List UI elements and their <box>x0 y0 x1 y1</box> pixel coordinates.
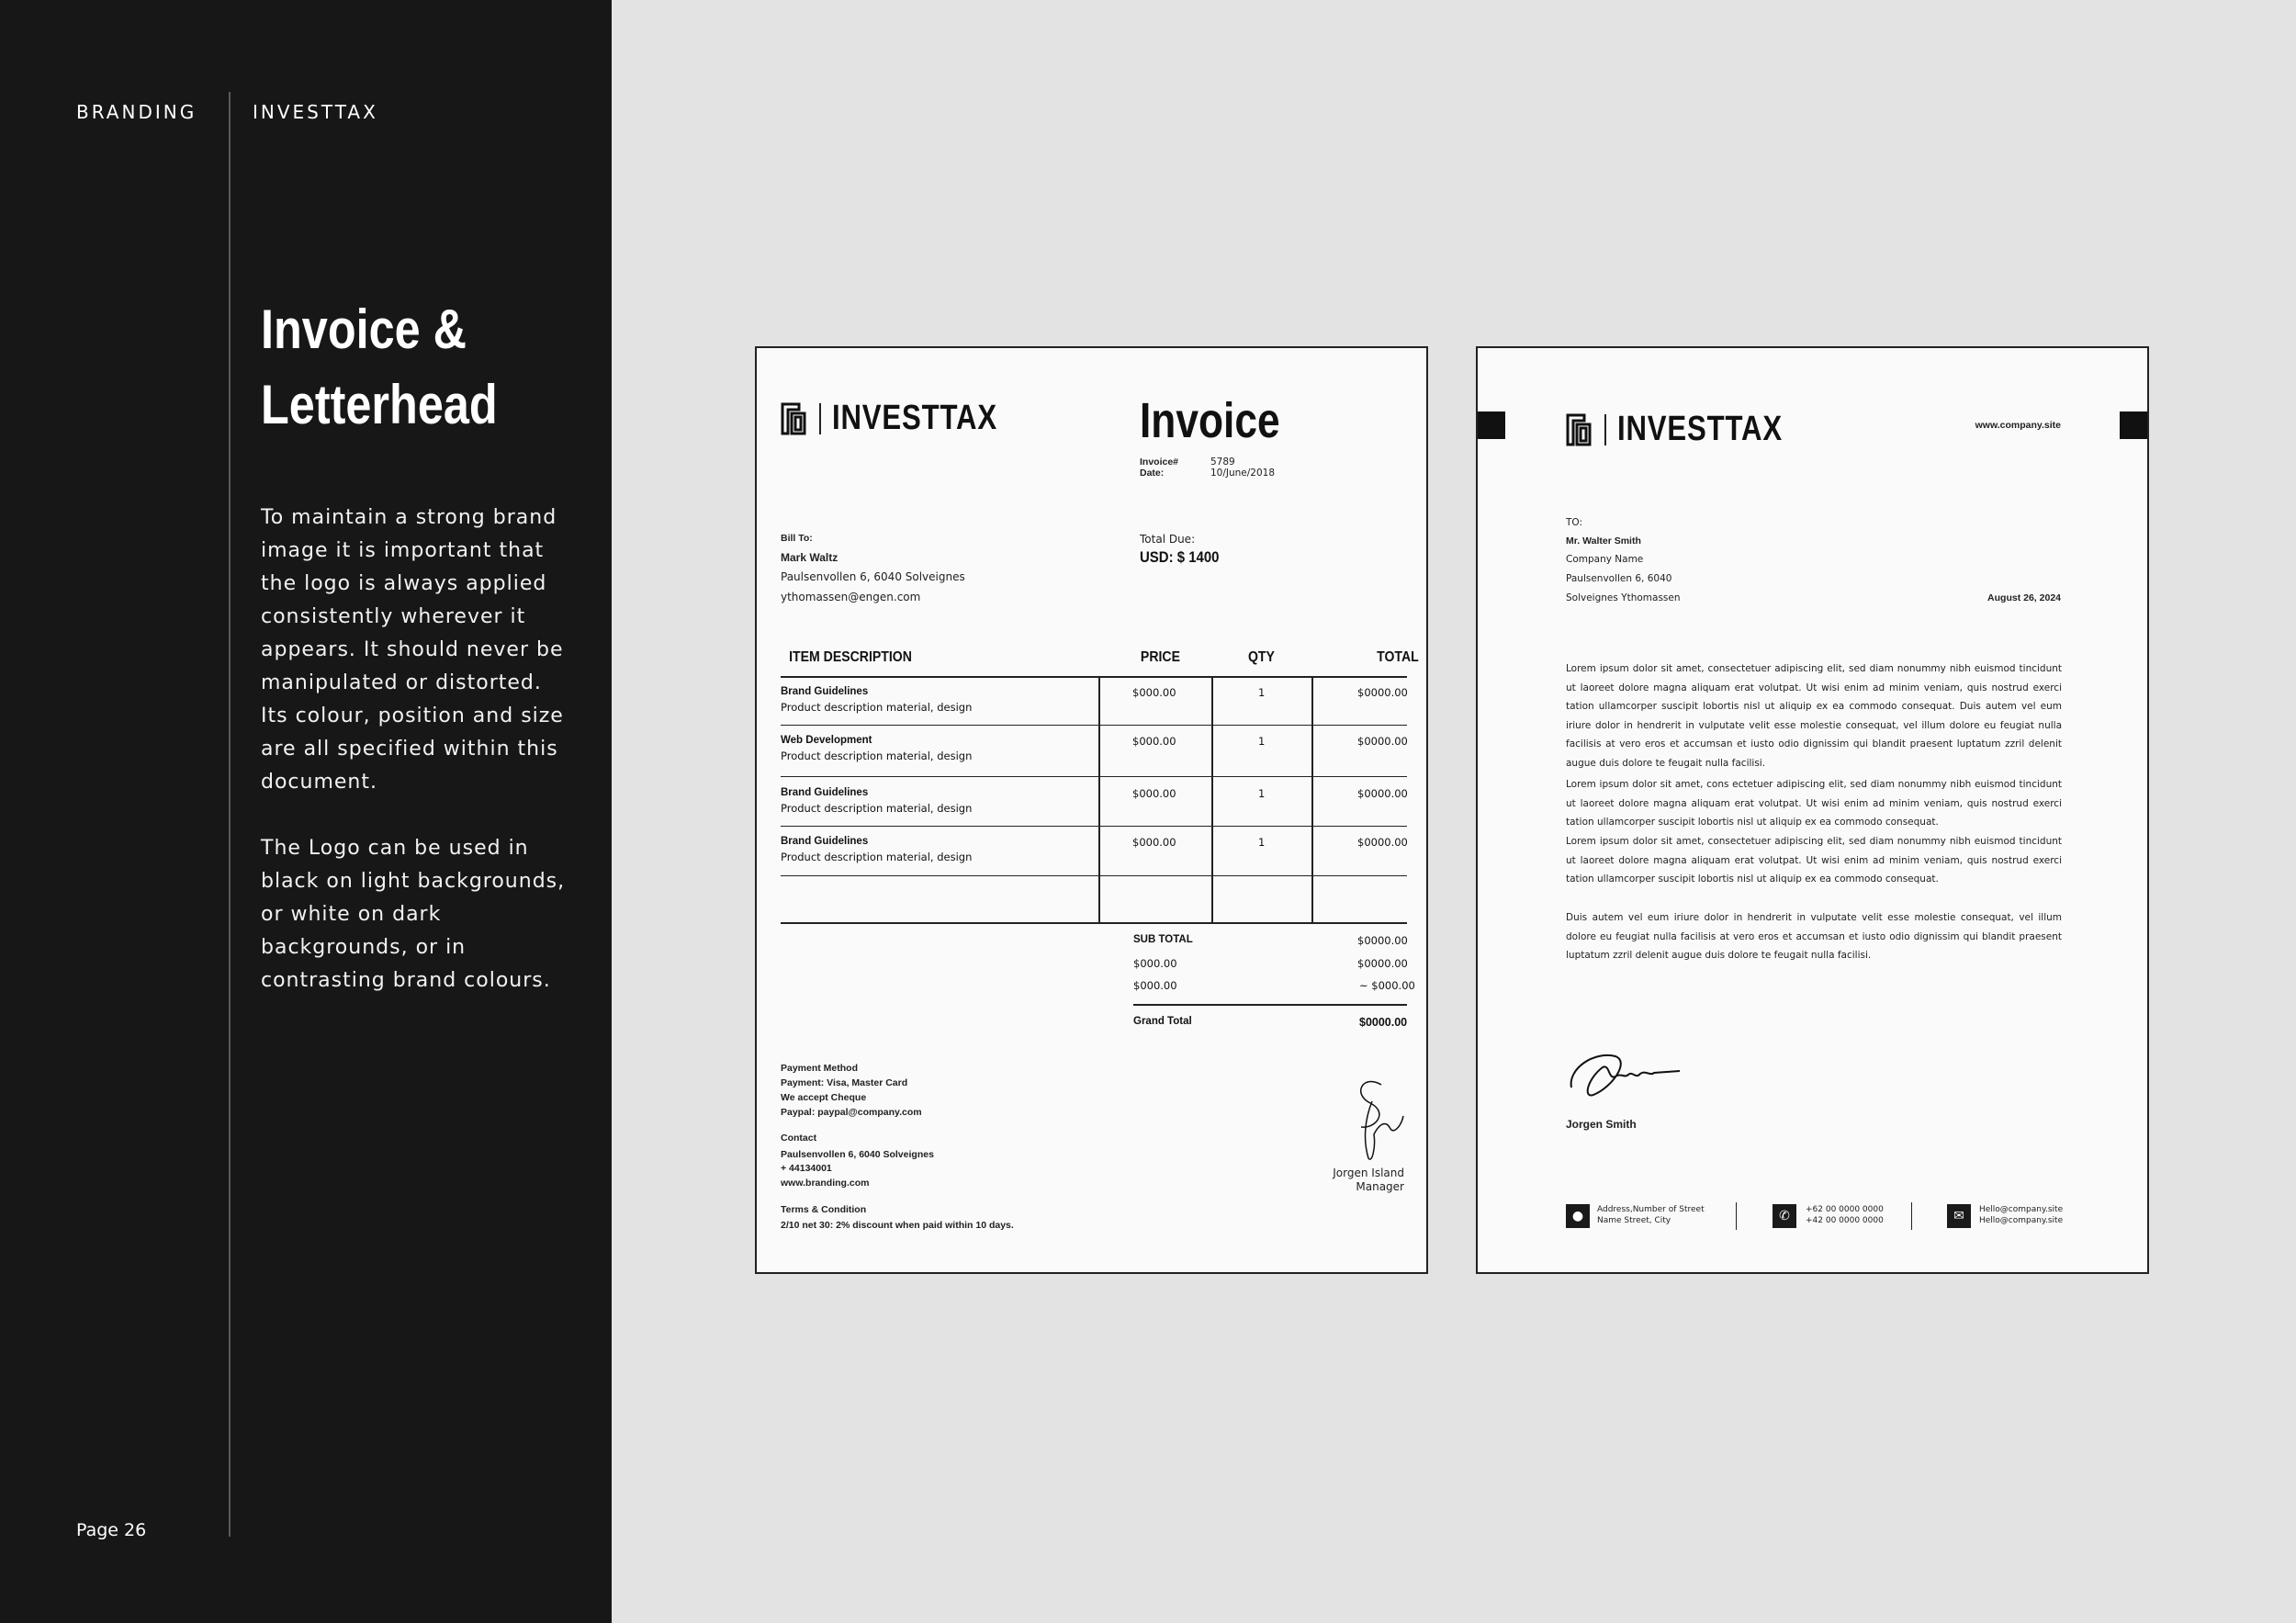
footer-divider <box>1911 1202 1912 1230</box>
terms-line: 2/10 net 30: 2% discount when paid within 10 days. <box>781 1220 1014 1231</box>
letter-paragraph-2: Lorem ipsum dolor sit amet, cons ectetuer adipiscing elit, sed diam nonummy nibh euismod tincidunt ut laoreet dolore magna aliquam erat volutpat. Ut wisi enim ad minim veniam, quis nostrud exerci tation ullamcorper suscipit lobortis nisl ut aliquip ex ea commodo consequat. <box>1566 779 2062 828</box>
signature-icon <box>1566 1042 1685 1102</box>
summary-row-label: $000.00 <box>1133 957 1177 970</box>
company-website: www.company.site <box>1975 420 2061 431</box>
footer-divider <box>1736 1202 1737 1230</box>
sidebar-divider <box>229 92 231 1537</box>
item-total: $0000.00 <box>1357 735 1408 748</box>
table-column-rule <box>1211 676 1213 922</box>
page-title <box>261 292 585 443</box>
recipient-address: Paulsenvollen 6, 6040 <box>1566 573 1672 584</box>
invoice-number-label: Invoice# <box>1140 456 1179 468</box>
contact-line: + 44134001 <box>781 1163 832 1174</box>
item-total: $0000.00 <box>1357 836 1408 849</box>
footer-email-line: Hello@company.site <box>1979 1205 2064 1214</box>
phone-icon: ✆ <box>1773 1204 1796 1228</box>
bill-to-address: Paulsenvollen 6, 6040 Solveignes <box>781 570 965 583</box>
page-title-line2: Letterhead <box>261 374 498 435</box>
item-price: $000.00 <box>1132 787 1176 800</box>
map-pin-icon: ● <box>1566 1204 1590 1228</box>
invoice-date-label: Date: <box>1140 468 1165 479</box>
invoice-logo-text: INVESTTAX <box>832 399 997 437</box>
item-qty: 1 <box>1258 787 1266 800</box>
totals-rule <box>1133 1004 1407 1006</box>
col-header-price: PRICE <box>1140 649 1180 665</box>
table-column-rule <box>1098 676 1100 922</box>
project-label: INVESTTAX <box>253 101 378 123</box>
contact-title: Contact <box>781 1133 817 1144</box>
payment-line: Paypal: paypal@company.com <box>781 1107 922 1118</box>
item-description: Product description material, design <box>781 802 973 815</box>
footer-email-line: Hello@company.site <box>1979 1216 2064 1225</box>
item-qty: 1 <box>1258 686 1266 699</box>
item-description: Product description material, design <box>781 750 973 762</box>
recipient-name: Mr. Walter Smith <box>1566 535 1641 547</box>
description-paragraph-2: The Logo can be used in black on light backgrounds, or white on dark backgrounds, or in contrasting brand colours. <box>261 837 566 992</box>
margin-marker-right <box>2120 411 2147 439</box>
footer-address-line: Name Street, City <box>1597 1216 1671 1225</box>
item-name: Brand Guidelines <box>781 787 869 798</box>
table-rule <box>781 922 1407 924</box>
item-price: $000.00 <box>1132 686 1176 699</box>
logo-separator <box>819 403 821 434</box>
recipient-city: Solveignes Ythomassen <box>1566 592 1681 603</box>
logo-mark-icon <box>1566 413 1592 446</box>
col-header-total: TOTAL <box>1377 649 1419 665</box>
contact-line: www.branding.com <box>781 1178 870 1189</box>
item-name: Brand Guidelines <box>781 836 869 847</box>
grand-total-value: $0000.00 <box>1359 1016 1408 1029</box>
bill-to-email: ythomassen@engen.com <box>781 591 921 603</box>
letter-paragraph-4: Duis autem vel eum iriure dolor in hendrerit in vulputate velit esse molestie consequat, vel illum dolore eu feugiat nulla facilisis at vero eros et accumsan et iusto odio dignissim qui blandit praesent luptatum zzril delenit augue duis dolore te feugait nulla facilisi. <box>1566 912 2062 961</box>
summary-row-value: $0000.00 <box>1357 957 1408 970</box>
bill-to-label: Bill To: <box>781 533 813 544</box>
letterhead-document <box>1476 346 2149 1274</box>
col-header-description: ITEM DESCRIPTION <box>789 649 912 665</box>
sidebar-description <box>261 502 573 1031</box>
page-number: Page 26 <box>76 1520 147 1540</box>
item-description: Product description material, design <box>781 851 973 863</box>
item-price: $000.00 <box>1132 735 1176 748</box>
bill-to-name: Mark Waltz <box>781 551 838 564</box>
description-paragraph-1: To maintain a strong brand image it is important that the logo is always applied consistently wherever it appears. It should never be manipulated or distorted. Its colour, position and size are all specified within this document. <box>261 506 564 794</box>
payment-line: Payment: Visa, Master Card <box>781 1077 908 1088</box>
item-qty: 1 <box>1258 836 1266 849</box>
margin-marker-left <box>1478 411 1505 439</box>
item-total: $0000.00 <box>1357 787 1408 800</box>
letter-paragraph-3: Lorem ipsum dolor sit amet, consectetuer adipiscing elit, sed diam nonummy nibh euismod tincidunt ut laoreet dolore magna aliquam erat volutpat. Ut wisi enim ad minim veniam, quis nostrud exerci tation ullamcorper suscipit lobortis nisl ut aliquip ex ea commodo consequat. <box>1566 836 2062 885</box>
sidebar <box>0 0 612 1623</box>
logo-separator <box>1604 414 1606 445</box>
item-name: Web Development <box>781 735 872 746</box>
item-price: $000.00 <box>1132 836 1176 849</box>
grand-total-label: Grand Total <box>1133 1016 1192 1027</box>
footer-phone-line: +42 00 0000 0000 <box>1806 1216 1884 1225</box>
subtotal-label: SUB TOTAL <box>1133 934 1193 945</box>
total-due-value: USD: $ 1400 <box>1140 548 1220 566</box>
invoice-document <box>755 346 1428 1274</box>
signer-name: Jorgen Island <box>1333 1167 1404 1179</box>
payment-line: We accept Cheque <box>781 1092 867 1103</box>
summary-row-value: ~ $000.00 <box>1359 979 1415 992</box>
logo-mark-icon <box>781 402 806 435</box>
letter-paragraph-1: Lorem ipsum dolor sit amet, consectetuer adipiscing elit, sed diam nonummy nibh euismod tincidunt ut laoreet dolore magna aliquam erat volutpat. Ut wisi enim ad minim veniam, quis nostrud exerci tation ullamcorper suscipit lobortis nisl ut aliquip ex ea commodo consequat. Duis autem vel eum iriure dolor in hendrerit in vulputate velit esse molestie consequat, vel illum dolore eu feugiat nulla facilisis at vero eros et accumsan et iusto odio dignissim qui blandit praesent luptatum zzril delenit augue duis dolore te feugait nulla facilisi. <box>1566 663 2062 769</box>
signer-role: Manager <box>1356 1180 1404 1193</box>
payment-method-title: Payment Method <box>781 1063 859 1074</box>
item-qty: 1 <box>1258 735 1266 748</box>
letterhead-logo <box>1566 410 1818 449</box>
brand-label: BRANDING <box>76 101 197 123</box>
col-header-qty: QTY <box>1247 649 1275 665</box>
envelope-icon: ✉ <box>1947 1204 1971 1228</box>
letter-date: August 26, 2024 <box>1987 592 2061 603</box>
invoice-date: 10/June/2018 <box>1210 468 1276 479</box>
signature-icon <box>1345 1074 1407 1166</box>
letter-signer-name: Jorgen Smith <box>1566 1118 1637 1131</box>
invoice-heading: Invoice <box>1140 393 1280 448</box>
total-due-label: Total Due: <box>1140 533 1196 546</box>
contact-line: Paulsenvollen 6, 6040 Solveignes <box>781 1149 934 1160</box>
footer-phone-line: +62 00 0000 0000 <box>1806 1205 1884 1214</box>
invoice-number: 5789 <box>1210 456 1235 468</box>
letterhead-logo-text: INVESTTAX <box>1617 410 1783 448</box>
item-name: Brand Guidelines <box>781 686 869 697</box>
subtotal-value: $0000.00 <box>1357 934 1408 947</box>
table-column-rule <box>1311 676 1313 922</box>
recipient-company: Company Name <box>1566 554 1644 565</box>
invoice-logo <box>781 399 1033 438</box>
terms-title: Terms & Condition <box>781 1204 867 1215</box>
item-description: Product description material, design <box>781 701 973 714</box>
footer-address-line: Address,Number of Street <box>1597 1205 1705 1214</box>
to-label: TO: <box>1566 517 1583 528</box>
page-title-line1: Invoice & <box>261 299 467 360</box>
item-total: $0000.00 <box>1357 686 1408 699</box>
summary-row-label: $000.00 <box>1133 979 1177 992</box>
